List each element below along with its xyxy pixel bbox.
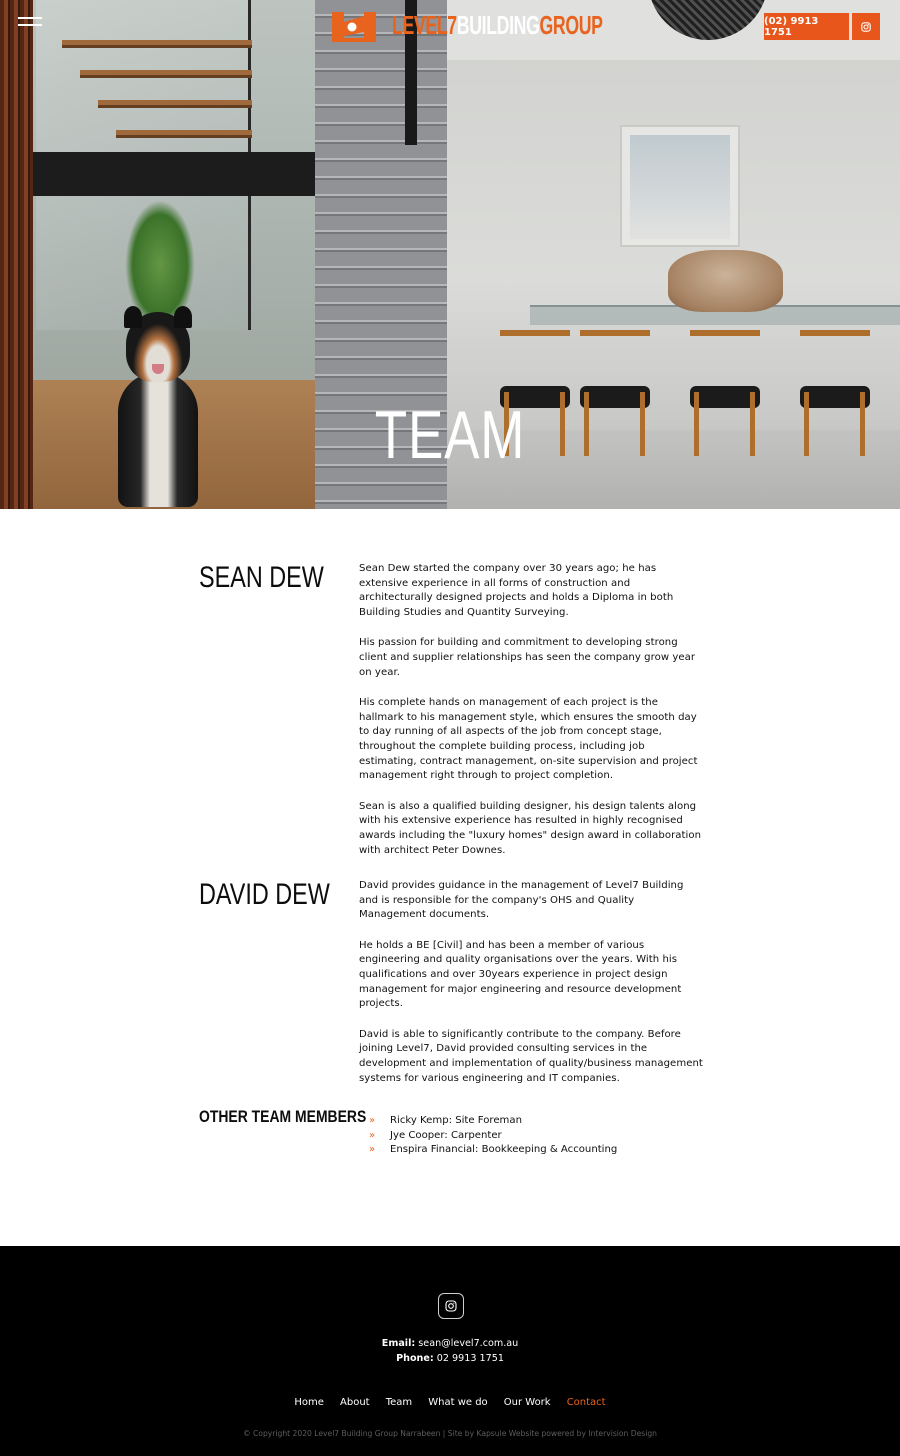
footer-link-what-we-do[interactable]: What we do (428, 1397, 488, 1408)
bio-paragraph: Sean Dew started the company over 30 years ago; he has extensive experience in all forms of construction and architecturally designed projects and holds a Diploma in both Building Studies and Quantity Surveying. (359, 563, 674, 619)
footer-link-home[interactable]: Home (294, 1397, 324, 1408)
list-item: » Enspira Financial: Bookkeeping & Accounting (369, 1143, 617, 1158)
hero-banner (0, 0, 900, 509)
team-member-name: SEAN DEW (199, 561, 324, 594)
email-link[interactable]: sean@level7.com.au (418, 1338, 519, 1349)
page-title: TEAM (374, 397, 526, 473)
bio-paragraph: Sean is also a qualified building designer, his design talents along with his extensive experience has resulted in highly recognised awards including the "luxury homes" design award in collaboration with architect Peter Downes. (359, 800, 702, 856)
footer-phone: Phone: 02 9913 1751 (396, 1353, 504, 1364)
logo-mark-icon (330, 8, 378, 44)
footer-nav (0, 1390, 900, 1409)
footer-link-contact[interactable]: Contact (566, 1397, 606, 1408)
footer-email: Email: sean@level7.com.au (381, 1338, 519, 1349)
bio-paragraph: David is able to significantly contribute to the company. Before joining Level7, David provided consulting services in the development and implementation of quality/business management systems for various engineering and IT companies. (359, 1028, 703, 1084)
bio-paragraph: His complete hands on management of each project is the hallmark to his management style, which ensures the smooth day to day running of all aspects of the job from concept stage, throughout the complete building process, including job estimating, contract management, on-site supervision and project management right through to project completion. (359, 696, 698, 782)
instagram-button[interactable] (852, 13, 880, 40)
menu-button[interactable] (18, 17, 42, 35)
copyright-text: © Copyright 2020 Level7 Building Group Narrabeen | Site by Kapsule Website powered by Intervision Design (243, 1429, 657, 1438)
instagram-icon (861, 22, 871, 32)
other-members-list (369, 1114, 617, 1158)
team-member-name: DAVID DEW (199, 878, 330, 911)
bio-paragraph: His passion for building and commitment to developing strong client and supplier relationships has seen the company grow year on year. (359, 637, 696, 678)
chevron-right-icon: » (369, 1129, 376, 1141)
logo-wordmark: LEVEL7BUILDINGGROUP (392, 10, 603, 40)
hamburger-icon (18, 17, 42, 19)
team-member-bio (359, 879, 704, 1102)
list-item: » Jye Cooper: Carpenter (369, 1129, 617, 1144)
bio-paragraph: He holds a BE [Civil] and has been a member of various engineering and quality organisations over the years. With his qualifications and over 30years experience in project design management for major engineering and resource development projects. (359, 939, 682, 1010)
other-members-heading: OTHER TEAM MEMBERS (199, 1107, 367, 1126)
list-item: » Ricky Kemp: Site Foreman (369, 1114, 617, 1129)
footer-instagram-button[interactable] (438, 1293, 464, 1319)
phone-button[interactable]: (02) 9913 1751 (764, 13, 849, 40)
instagram-icon (445, 1300, 457, 1312)
site-logo[interactable] (330, 8, 603, 44)
footer-link-team[interactable]: Team (385, 1397, 413, 1408)
phone-link[interactable]: 02 9913 1751 (436, 1353, 504, 1364)
site-footer (0, 1246, 900, 1456)
bio-paragraph: David provides guidance in the management of Level7 Building and is responsible for the company's OHS and Quality Management documents. (359, 880, 684, 921)
chevron-right-icon: » (369, 1144, 376, 1156)
team-member-bio (359, 562, 704, 874)
footer-link-our-work[interactable]: Our Work (503, 1397, 551, 1408)
chevron-right-icon: » (369, 1115, 376, 1126)
footer-link-about[interactable]: About (340, 1397, 370, 1408)
